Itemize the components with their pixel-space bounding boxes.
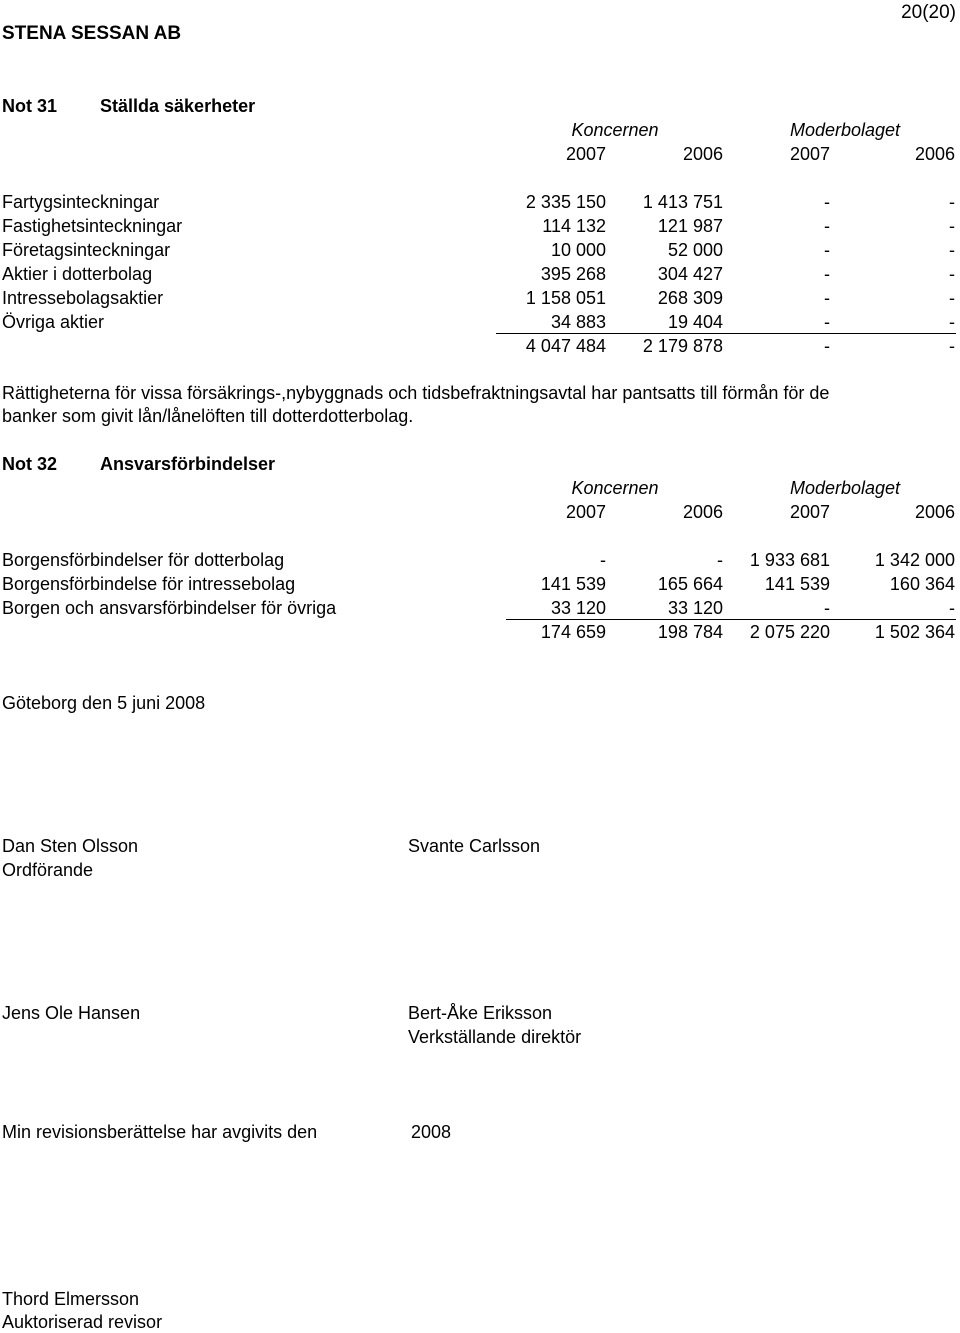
auditor-name: Thord Elmersson bbox=[2, 1289, 140, 1309]
note32-total-row bbox=[0, 621, 960, 643]
row-value: 19 404 bbox=[667, 312, 723, 332]
table-row bbox=[0, 215, 960, 237]
row-value: 304 427 bbox=[657, 264, 723, 284]
row-value: - bbox=[824, 216, 830, 236]
year-header: 2007 bbox=[565, 502, 606, 522]
row-label: Borgensförbindelser för dotterbolag bbox=[2, 550, 285, 570]
note32-title: Ansvarsförbindelser bbox=[100, 454, 276, 474]
page-number: 20(20) bbox=[901, 2, 956, 23]
total-value: 1 502 364 bbox=[874, 622, 955, 642]
row-value: 141 539 bbox=[764, 574, 830, 594]
row-value: - bbox=[824, 598, 830, 618]
row-value: 114 132 bbox=[542, 216, 606, 236]
row-value: - bbox=[600, 550, 606, 570]
signatory-title: Ordförande bbox=[2, 860, 94, 880]
year-header: 2006 bbox=[682, 144, 723, 164]
row-value: - bbox=[824, 288, 830, 308]
total-value: - bbox=[824, 336, 830, 356]
auditor-title: Auktoriserad revisor bbox=[2, 1312, 163, 1332]
total-value: - bbox=[949, 336, 955, 356]
row-value: 395 268 bbox=[540, 264, 606, 284]
table-row bbox=[0, 287, 960, 309]
signatory-name: Jens Ole Hansen bbox=[2, 1003, 141, 1023]
note31-total-row bbox=[0, 335, 960, 357]
total-value: 4 047 484 bbox=[525, 336, 606, 356]
row-value: 121 987 bbox=[657, 216, 723, 236]
audit-statement: Min revisionsberättelse har avgivits den bbox=[2, 1122, 318, 1142]
row-value: - bbox=[949, 240, 955, 260]
table-row bbox=[0, 573, 960, 595]
row-value: 1 413 751 bbox=[642, 192, 723, 212]
row-value: - bbox=[824, 240, 830, 260]
row-value: 141 539 bbox=[540, 574, 606, 594]
signatory-name: Svante Carlsson bbox=[408, 836, 541, 856]
row-value: - bbox=[824, 264, 830, 284]
row-value: 2 335 150 bbox=[525, 192, 606, 212]
note32-number: Not 32 bbox=[2, 454, 58, 474]
row-label: Övriga aktier bbox=[2, 312, 105, 332]
row-value: - bbox=[717, 550, 723, 570]
row-value: 10 000 bbox=[550, 240, 606, 260]
row-value: 1 158 051 bbox=[525, 288, 606, 308]
note31-text-line-2: banker som givit lån/lånelöften till dotterdotterbolag. bbox=[2, 406, 414, 426]
note31-group-moderbolaget: Moderbolaget bbox=[789, 120, 901, 140]
note32-year-header-row bbox=[0, 501, 960, 523]
note31-text-line-1: Rättigheterna för vissa försäkrings-,nybyggnads och tidsbefraktningsavtal har pantsatts till förmån för de bbox=[2, 383, 830, 403]
total-value: 198 784 bbox=[657, 622, 723, 642]
total-value: 174 659 bbox=[540, 622, 606, 642]
row-value: - bbox=[949, 264, 955, 284]
place-date: Göteborg den 5 juni 2008 bbox=[2, 693, 206, 713]
row-label: Fartygsinteckningar bbox=[2, 192, 160, 212]
signatory-name: Dan Sten Olsson bbox=[2, 836, 139, 856]
row-label: Aktier i dotterbolag bbox=[2, 264, 153, 284]
row-value: - bbox=[949, 598, 955, 618]
table-row bbox=[0, 263, 960, 285]
note32-group-moderbolaget: Moderbolaget bbox=[789, 478, 901, 498]
signatory-name: Bert-Åke Eriksson bbox=[408, 1003, 553, 1023]
row-value: 33 120 bbox=[550, 598, 606, 618]
table-row bbox=[0, 191, 960, 213]
note31-number: Not 31 bbox=[2, 96, 58, 116]
row-value: 165 664 bbox=[657, 574, 723, 594]
table-row bbox=[0, 239, 960, 261]
audit-year: 2008 bbox=[411, 1122, 452, 1142]
row-value: - bbox=[949, 216, 955, 236]
table-row bbox=[0, 597, 960, 619]
year-header: 2006 bbox=[914, 144, 955, 164]
row-label: Intressebolagsaktier bbox=[2, 288, 164, 308]
row-value: - bbox=[949, 192, 955, 212]
row-value: - bbox=[824, 312, 830, 332]
row-label: Fastighetsinteckningar bbox=[2, 216, 183, 236]
year-header: 2006 bbox=[914, 502, 955, 522]
table-row bbox=[0, 549, 960, 571]
total-value: 2 075 220 bbox=[749, 622, 830, 642]
row-value: - bbox=[949, 288, 955, 308]
note31-group-koncernen: Koncernen bbox=[571, 120, 659, 140]
total-value: 2 179 878 bbox=[642, 336, 723, 356]
row-value: 52 000 bbox=[667, 240, 723, 260]
row-value: 160 364 bbox=[889, 574, 955, 594]
row-value: 1 342 000 bbox=[874, 550, 955, 570]
row-value: - bbox=[949, 312, 955, 332]
row-value: 1 933 681 bbox=[749, 550, 830, 570]
note32-total-rule bbox=[506, 619, 956, 620]
year-header: 2007 bbox=[565, 144, 606, 164]
row-value: 33 120 bbox=[667, 598, 723, 618]
note32-group-koncernen: Koncernen bbox=[571, 478, 659, 498]
row-label: Borgen och ansvarsförbindelser för övriga bbox=[2, 598, 337, 618]
row-value: 34 883 bbox=[550, 312, 606, 332]
table-row bbox=[0, 311, 960, 333]
company-name: STENA SESSAN AB bbox=[2, 23, 182, 44]
row-value: - bbox=[824, 192, 830, 212]
row-label: Borgensförbindelse för intressebolag bbox=[2, 574, 296, 594]
year-header: 2007 bbox=[789, 144, 830, 164]
row-value: 268 309 bbox=[657, 288, 723, 308]
year-header: 2007 bbox=[789, 502, 830, 522]
note31-year-header-row bbox=[0, 143, 960, 165]
note31-title: Ställda säkerheter bbox=[100, 96, 256, 116]
year-header: 2006 bbox=[682, 502, 723, 522]
row-label: Företagsinteckningar bbox=[2, 240, 171, 260]
note31-total-rule bbox=[496, 333, 956, 334]
signatory-title: Verkställande direktör bbox=[408, 1027, 582, 1047]
